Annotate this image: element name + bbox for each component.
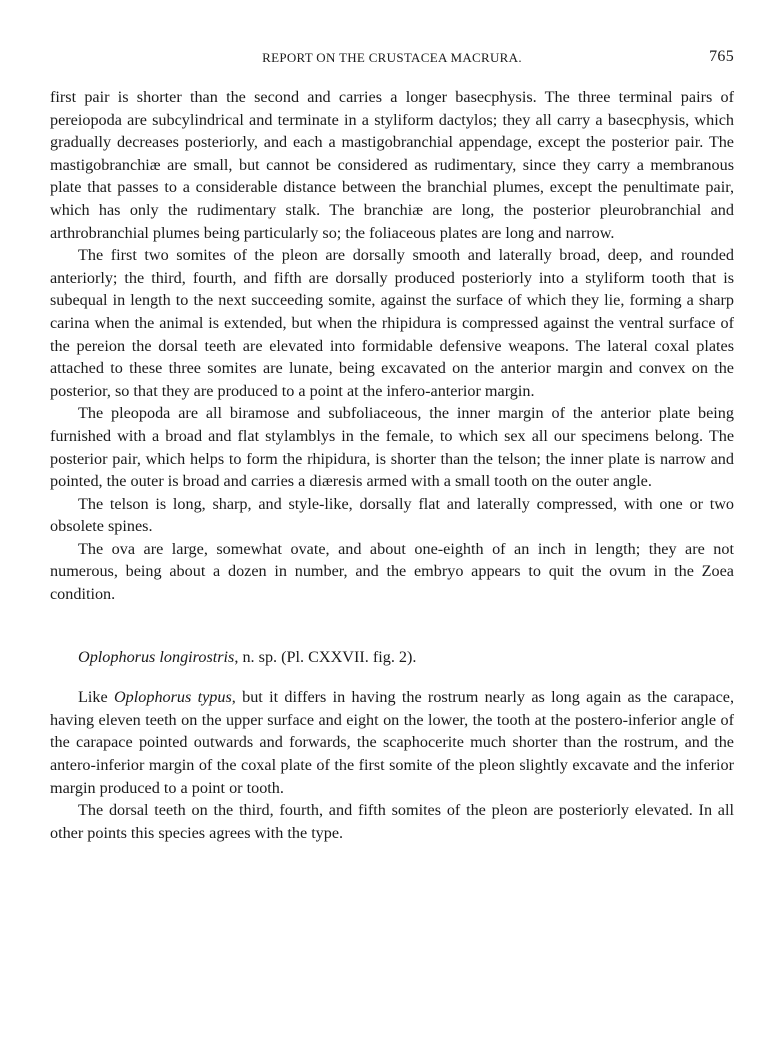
- page-number: 765: [709, 48, 734, 65]
- paragraph-pleon-somites: The first two somites of the pleon are dorsally smooth and laterally broad, deep, and rounded anteriorly; the third, fourth, and fifth are dorsally produced posteriorly into a styliform tooth that is subequal in length to the next succeeding somite, against the surface of which they lie, forming a sharp carina when the animal is extended, but when the rhipidura is compressed against the ventral surface of the pereion the dorsal teeth are elevated into formidable defensive weapons. The lateral coxal plates attached to these three somites are lunate, being excavated on the anterior margin and convex on the posterior, so that they are produced to a point at the infero-anterior margin.: [50, 246, 734, 400]
- paragraph-dorsal-teeth: The dorsal teeth on the third, fourth, and fifth somites of the pleon are posteriorly elevated. In all other points this species agrees with the type.: [50, 801, 734, 842]
- species-heading: [50, 646, 734, 669]
- running-title: REPORT ON THE CRUSTACEA MACRURA.: [262, 50, 522, 65]
- paragraph-telson: The telson is long, sharp, and style-like, dorsally flat and laterally compressed, with one or two obsolete spines.: [50, 494, 734, 536]
- paragraph-pleopoda: The pleopoda are all biramose and subfoliaceous, the inner margin of the anterior plate being furnished with a broad and flat stylamblys in the female, to which sex all our specimens belong. The posterior pair, which helps to form the rhipidura, is shorter than the telson; the inner plate is narrow and pointed, the outer is broad and carries a diæresis armed with a small tooth on the outer angle.: [50, 404, 734, 491]
- diagnosis-rest: , but it differs in having the rostrum nearly as long again as the carapace, having eleven teeth on the upper surface and eight on the lower, the tooth at the postero-inferior angle of the carapace pointed outwards and forwards, the scaphocerite much shorter than the rostrum, and the antero-inferior margin of the coxal plate of the first somite of the pleon slightly excavate and the inferior margin produced to a point or tooth.: [50, 688, 734, 797]
- section-spacer: [50, 606, 734, 646]
- heading-spacer: [50, 668, 734, 686]
- document-body: [50, 86, 734, 844]
- running-header: [50, 48, 734, 70]
- paragraph-ova: The ova are large, somewhat ovate, and about one-eighth of an inch in length; they are not numerous, being about a dozen in number, and the embryo appears to quit the ovum in the Zoea condition.: [50, 539, 734, 604]
- species-name: Oplophorus longirostris: [78, 647, 235, 666]
- species-heading-rest: , n. sp. (Pl. CXXVII. fig. 2).: [234, 647, 417, 666]
- paragraph-continuation: first pair is shorter than the second and carries a longer basecphysis. The three terminal pairs of pereiopoda are subcylindrical and terminate in a styliform dactylos; they all carry a basecphysis, which gradually decreases posteriorly, and each a mastigobranchial appendage, except the posterior pair. The mastigobranchiæ are small, but cannot be considered as rudimentary, since they carry a membranous plate that passes to a considerable distance between the branchial plumes, except the penultimate pair, which has only the rudimentary stalk. The branchiæ are long, the posterior pleurobranchial and arthrobranchial plumes being particularly so; the foliaceous plates are long and narrow.: [50, 88, 734, 242]
- diagnosis-lead: Like: [78, 688, 114, 707]
- paragraph-species-diagnosis: [50, 686, 734, 799]
- comparison-species-name: Oplophorus typus: [113, 688, 232, 707]
